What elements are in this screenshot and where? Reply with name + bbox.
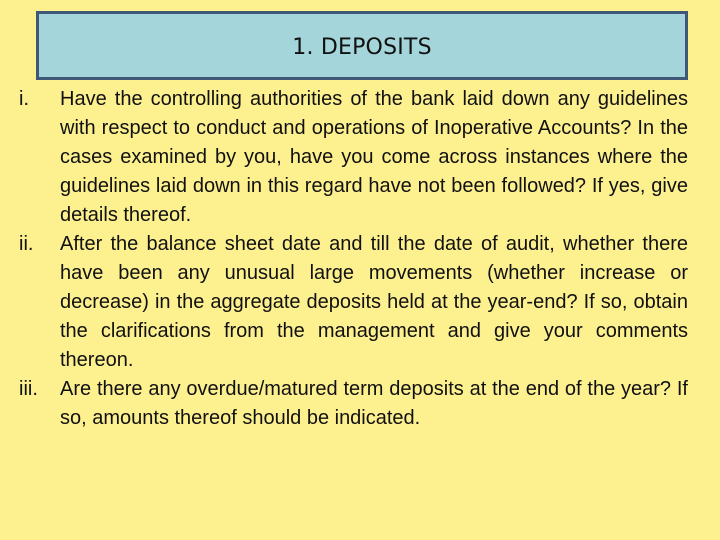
slide-title: 1. DEPOSITS (292, 35, 432, 60)
list-marker: iii. (19, 378, 38, 400)
list-item (0, 85, 720, 230)
list-marker: i. (19, 88, 29, 110)
list-item (0, 375, 720, 433)
list-item-text: After the balance sheet date and till the date of audit, whether there have been any unusual large movements (whether increase or decrease) in the aggregate deposits held at the year-end? If so, obtain the clarifications from the management and give your comments thereon. (60, 233, 688, 371)
list-marker: ii. (19, 233, 34, 255)
question-list (0, 85, 720, 433)
list-item-text: Are there any overdue/matured term deposits at the end of the year? If so, amounts thereof should be indicated. (60, 378, 688, 429)
title-box (36, 11, 688, 80)
list-item-text: Have the controlling authorities of the bank laid down any guidelines with respect to conduct and operations of Inoperative Accounts? In the cases examined by you, have you come across instances where the guidelines laid down in this regard have not been followed? If yes, give details thereof. (60, 88, 688, 226)
list-item (0, 230, 720, 375)
